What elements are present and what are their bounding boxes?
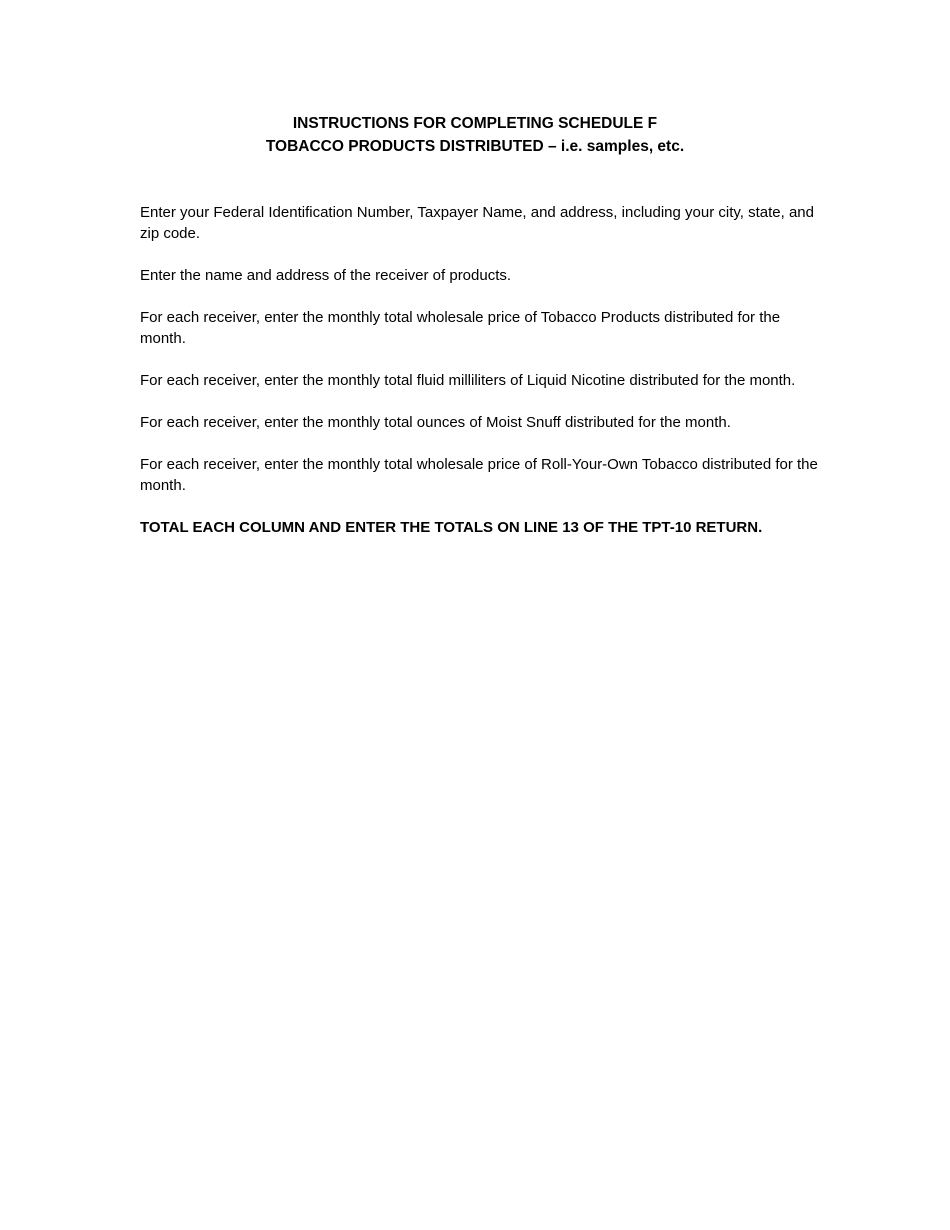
instruction-moist-snuff: For each receiver, enter the monthly total ounces of Moist Snuff distributed for the month. [140,414,731,431]
document-subtitle: TOBACCO PRODUCTS DISTRIBUTED – i.e. samples, etc. [265,138,685,155]
document-title: INSTRUCTIONS FOR COMPLETING SCHEDULE F [292,115,658,132]
instruction-tobacco-products: For each receiver, enter the monthly total wholesale price of Tobacco Products distributed for the month. [140,309,781,347]
instruction-roll-your-own: For each receiver, enter the monthly total wholesale price of Roll-Your-Own Tobacco distributed for the month. [140,456,818,494]
instruction-taxpayer-info: Enter your Federal Identification Number, Taxpayer Name, and address, including your city, state, and zip code. [140,204,814,242]
instruction-receiver-info: Enter the name and address of the receiver of products. [140,267,512,284]
instructions-body [140,202,820,559]
instruction-totals: TOTAL EACH COLUMN AND ENTER THE TOTALS ON LINE 13 OF THE TPT-10 RETURN. [140,519,763,536]
document-heading [0,112,950,158]
instruction-liquid-nicotine: For each receiver, enter the monthly total fluid milliliters of Liquid Nicotine distributed for the month. [140,372,796,389]
